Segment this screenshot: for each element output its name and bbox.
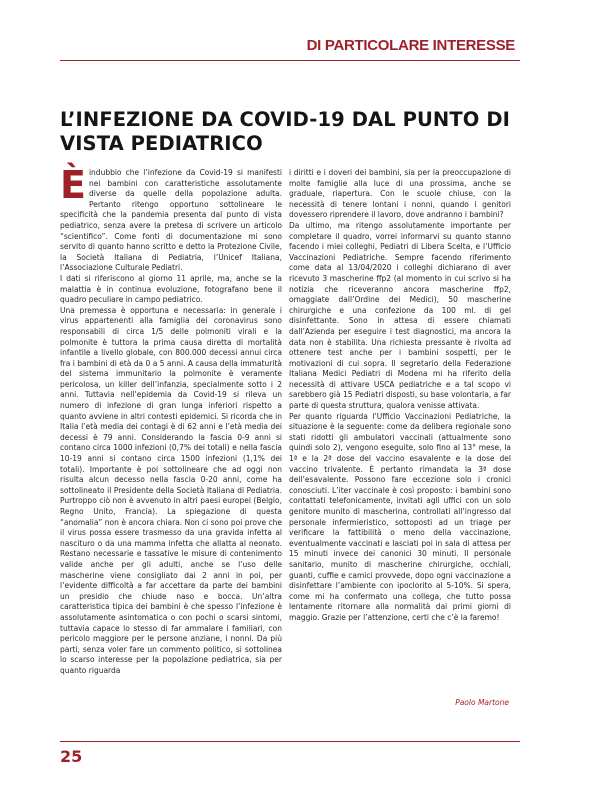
article-paragraph: i diritti e i doveri dei bambini, sia per la preoccupazione di molte famiglie alla luce di una prossima, anche se graduale, riapertura. Con le scuole chiuse, con la necessità di tenere lontani i nonni, quando i genitori dovessero riprendere il lavoro, dove andranno i bambini? bbox=[289, 168, 511, 220]
article-column-left bbox=[60, 163, 282, 677]
article-paragraph: Per quanto riguarda l’Ufficio Vaccinazioni Pediatriche, la situazione è la seguente: come da delibera regionale sono stati ridotti gli ambulatori vaccinali (attualmente sono quindi solo 2), vengono eseguite, solo fino al 13° mese, la 1ª e la 2ª dose del vaccino esavalente e la dose del vaccino trivalente. È pertanto rimandata la 3ª dose dell’esavalente. Possono fare eccezione solo i cronici conosciuti. L’iter vaccinale è così proposto: i bambini sono contattati telefonicamente, invitati agli uffici con un solo genitore munito di mascherina, controllati all’ingresso dal personale infermieristico, sottoposti ad un triage per verificare la fattibilità o meno della vaccinazione, eventualmente vaccinati e lasciati poi in sala di attesa per 15 minuti invece dei canonici 30 minuti. Il personale sanitario, munito di mascherine chirurgiche, occhiali, guanti, cuffie e camici provvede, dopo ogni vaccinazione a disinfettare l’ambiente con ipoclorito al 5-10%. Si spera, come mi ha confermato una collega, che tutto possa lentamente ritornare alla normalità dai primi giorni di maggio. Grazie per l’attenzione, certi che c’è la faremo! bbox=[289, 411, 511, 622]
article-paragraph: Una premessa è opportuna e necessaria: in generale i virus appartenenti alla famiglia dei coronavirus sono responsabili di circa 1/5 delle polmoniti virali e la polmonite è tuttora la prima causa diretta di mortalità infantile a livello globale, con 800.000 decessi annui circa fra i bambini di età da 0 a 5 anni. A causa della immaturità del sistema immunitario la polmonite è veramente pericolosa, un killer dell’infanzia, specialmente sotto i 2 anni. Tuttavia nell’epidemia da Covid-19 si rileva un numero di infezione di gran lunga inferiori rispetto a quanto avviene in altri contesti epidemici. Si ricorda che in Italia l’età media dei contagi è di 62 anni e l’età media dei decessi è 79 anni. Considerando la fascia 0-9 anni si contano circa 1000 infezioni (0,7% dei totali) e nella fascia 10-19 anni si contano circa 1500 infezioni (1,1% dei totali). Importante è poi sottolineare che ad oggi non risulta alcun decesso nella fascia 0-20 anni, come ha sottolineato il Presidente della Società Italiana di Pediatria. Purtroppo ciò non è avvenuto in altri paesi europei (Belgio, Regno Unito, Francia). La spiegazione di questa “anomalia” non è ancora chiara. Non ci sono poi prove che il virus possa essere trasmesso da una gravida infetta al nascituro o da una mamma infetta che allatta al neonato. Restano necessarie e tassative le misure di contenimento valide anche per gli adulti, anche se l’uso delle mascherine viene consigliato dai 2 anni in poi, per l’evidente difficoltà a far accettare da parte dei bambini un presidio che chiude naso e bocca. Un’altra caratteristica tipica dei bambini è che spesso l’infezione è assolutamente asintomatica o con pochi o scarsi sintomi, tuttavia capace lo stesso di far ammalare i familiari, con pericolo maggiore per le persone anziane, i nonni. Da più parti, senza voler fare un commento politico, si sottolinea lo scarso interesse per la popolazione pediatrica, sia per quanto riguarda bbox=[60, 305, 282, 675]
article-paragraph: I dati si riferiscono al giorno 11 aprile, ma, anche se la malattia è in continua evoluzione, fotografano bene il quadro peculiare in campo pediatrico. bbox=[60, 273, 282, 305]
article-column-right bbox=[289, 168, 511, 624]
page-number: 25 bbox=[60, 747, 83, 766]
header-rule bbox=[60, 60, 520, 61]
footer-rule bbox=[60, 741, 520, 742]
article-paragraph: È indubbio che l’infezione da Covid-19 si manifesti nei bambini con caratteristiche assolutamente diverse da quelle della popolazione adulta. Pertanto ritengo opportuno sottolineare le specificità che la pandemia presenta dal punto di vista pediatrico, senza avere la pretesa di scrivere un articolo “scientifico”. Come fonti di documentazione mi sono servito di quanto hanno scritto e detto la Protezione Civile, la Società Italiana di Pediatria, l’Unicef Italiana, l’Associazione Culturale Pediatri. bbox=[60, 163, 282, 273]
author-signature: Paolo Martone bbox=[455, 698, 509, 707]
drop-cap: È bbox=[60, 163, 86, 207]
section-label: DI PARTICOLARE INTERESSE bbox=[306, 37, 515, 54]
article-title: L’INFEZIONE DA COVID-19 DAL PUNTO DI VISTA PEDIATRICO bbox=[60, 108, 510, 155]
article-paragraph: Da ultimo, ma ritengo assolutamente importante per completare il quadro, vorrei informarvi su quanto stanno facendo i miei colleghi, Pediatri di Libera Scelta, e l’Ufficio Vaccinazioni Pediatriche. Sempre facendo riferimento come data al 13/04/2020 i colleghi dichiarano di aver ricevuto 3 mascherine ffp2 (al momento in cui scrivo si ha notizia che riceveranno ancora mascherine ffp2, omaggiate dall’Ordine dei Medici), 50 mascherine chirurgiche e una confezione da 100 ml. di gel disinfettante. Sono in attesa di essere chiamati dall’Azienda per eseguire i test diagnostici, ma ancora la data non è stabilita. Una richiesta pressante è rivolta ad ottenere test anche per i bambini sospetti, per le motivazioni di cui sopra. Il segretario della Federazione Italiana Medici Pediatri di Modena mi ha riferito della necessità di attivare USCA pediatriche e a tal scopo vi sarebbero già 15 Pediatri disposti, su base volontaria, a far parte di questa struttura, qualora venisse attivata. bbox=[289, 220, 511, 411]
